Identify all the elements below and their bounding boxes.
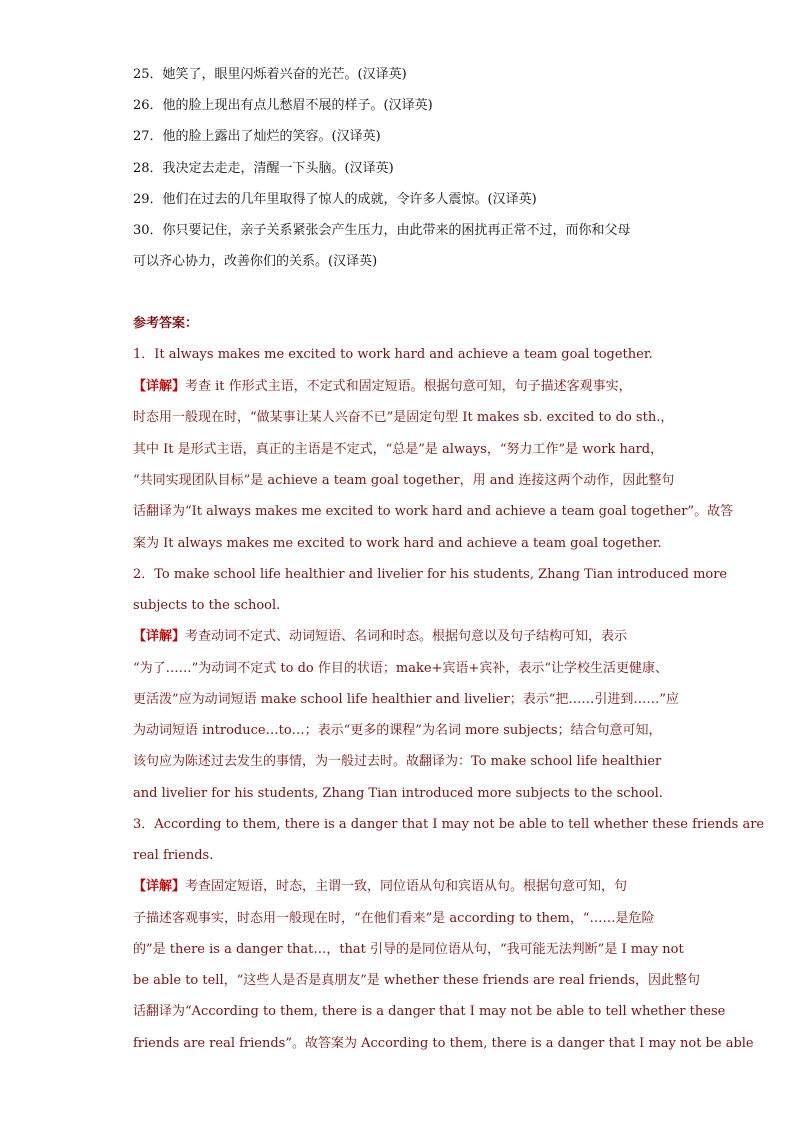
detail-tag: 【详解】 [133, 629, 186, 644]
detail-text: 考查动词不定式、动词短语、名词和时态。根据句意以及句子结构可知，表示 [185, 629, 628, 644]
answer-3-detail-line: 话翻译为“According to them, there is a danger that I may not be able to tell whether these [133, 1004, 726, 1019]
answer-2-detail-line: 更活泼”应为动词短语 make school life healthier and livelier；表示“把……引进到……”应 [133, 692, 679, 707]
answer-2: 2．To make school life healthier and livelier for his students, Zhang Tian introduced more [133, 567, 728, 582]
answer-2-detail-line: 为动词短语 introduce…to…；表示“更多的课程”为名词 more subjects；结合句意可知， [133, 723, 662, 738]
question-29: 29．他们在过去的几年里取得了惊人的成就，令许多人震惊。(汉译英) [133, 192, 537, 207]
answers-heading: 参考答案： [133, 316, 199, 331]
answer-2-detail-line: 该句应为陈述过去发生的事情，为一般过去时。故翻译为：To make school life healthier [133, 754, 662, 769]
answer-2-cont: subjects to the school. [133, 598, 281, 613]
question-28: 28．我决定去走走，清醒一下头脑。(汉译英) [133, 161, 394, 176]
answer-1-detail-line: 案为 It always makes me excited to work hard and achieve a team goal together. [133, 536, 662, 551]
answer-1-detail-line: “共同实现团队目标”是 achieve a team goal together，用 and 连接这两个动作，因此整句 [133, 473, 675, 488]
detail-text: 考查 it 作形式主语，不定式和固定短语。根据句意可知，句子描述客观事实， [185, 379, 632, 394]
answer-3-detail-line: 子描述客观事实，时态用一般现在时，“在他们看来”是 according to them，“……是危险 [133, 911, 655, 926]
answer-1-detail-line: 时态用一般现在时，“做某事让某人兴奋不已”是固定句型 It makes sb. excited to do sth.， [133, 410, 674, 425]
question-25: 25．她笑了，眼里闪烁着兴奋的光芒。(汉译英) [133, 67, 407, 82]
detail-tag: 【详解】 [133, 879, 186, 894]
answer-3-detail-line [133, 877, 627, 897]
answer-3-detail-line: friends are real friends”。故答案为 According to them, there is a danger that I may not be able [133, 1036, 754, 1051]
answer-2-detail-line [133, 627, 627, 647]
answer-2-detail-line: “为了……”为动词不定式 to do 作目的状语；make+宾语+宾补，表示“让学校生活更健康、 [133, 661, 668, 676]
detail-tag: 【详解】 [133, 379, 186, 394]
answer-2-detail-line: and livelier for his students, Zhang Tian introduced more subjects to the school. [133, 786, 663, 801]
answer-3-detail-line: 的”是 there is a danger that…，that 引导的是同位语从句，“我可能无法判断”是 I may not [133, 942, 684, 957]
answer-1-detail-line [133, 377, 632, 397]
answer-3-cont: real friends. [133, 848, 214, 863]
answer-3: 3．According to them, there is a danger that I may not be able to tell whether these friends are [133, 817, 765, 832]
question-27: 27．他的脸上露出了灿烂的笑容。(汉译英) [133, 129, 381, 144]
question-30-cont: 可以齐心协力，改善你们的关系。(汉译英) [133, 254, 378, 269]
answer-1-detail-line: 话翻译为“It always makes me excited to work hard and achieve a team goal together”。故答 [133, 504, 734, 519]
answer-3-detail-line: be able to tell，“这些人是否是真朋友”是 whether these friends are real friends，因此整句 [133, 973, 701, 988]
detail-text: 考查固定短语，时态，主谓一致，同位语从句和宾语从句。根据句意可知，句 [185, 879, 628, 894]
answer-1: 1．It always makes me excited to work hard and achieve a team goal together. [133, 347, 653, 362]
question-30: 30．你只要记住，亲子关系紧张会产生压力，由此带来的困扰再正常不过，而你和父母 [133, 223, 631, 238]
question-26: 26．他的脸上现出有点儿愁眉不展的样子。(汉译英) [133, 98, 433, 113]
answer-1-detail-line: 其中 It 是形式主语，真正的主语是不定式，“总是”是 always，“努力工作”是 work hard， [133, 442, 664, 457]
